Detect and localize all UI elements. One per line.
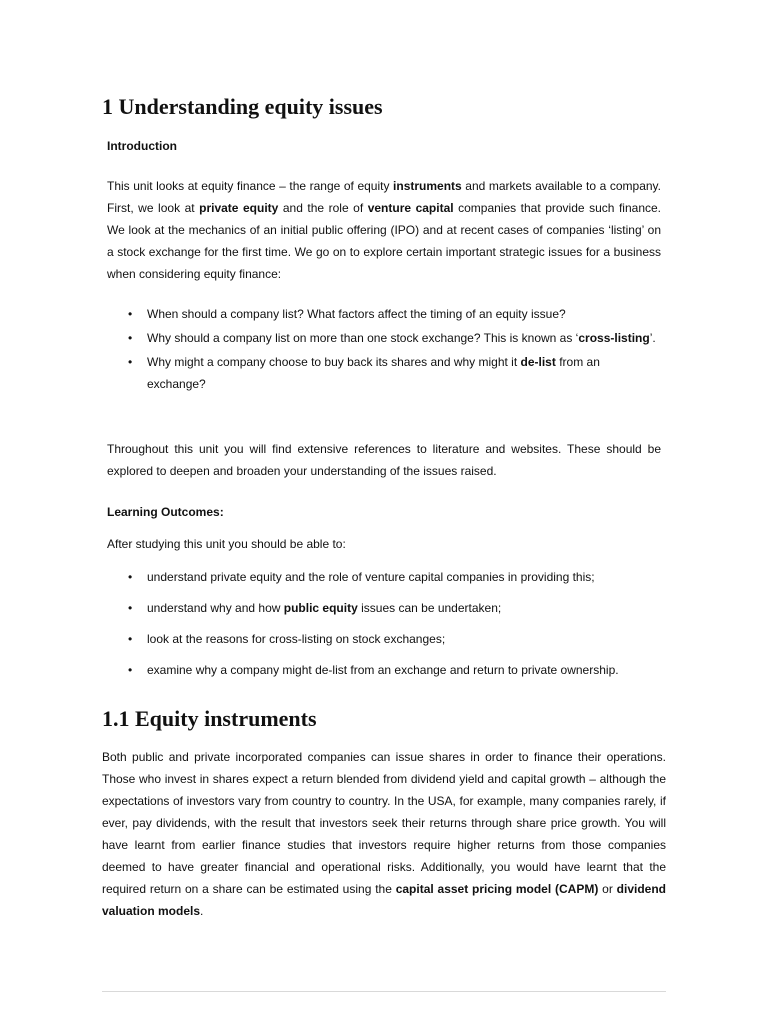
intro-paragraph-bold-term: private equity — [199, 201, 279, 215]
bullet-icon: • — [128, 570, 133, 584]
outcomes-list — [107, 566, 657, 690]
bullet-icon: • — [128, 307, 133, 321]
list-item — [107, 327, 657, 349]
section-paragraph: Both public and private incorporated companies can issue shares in order to finance their operations. Those who invest in shares expect a return blended from dividend yield and capital growth – although the expectations of investors vary from country to country. In the USA, for example, many companies rarely, if ever, pay dividends, with the result that investors seek their returns through share price growth. You will have learnt from earlier finance studies that investors require higher returns from those companies deemed to have greater financial and operational risks. Additionally, you would have learnt that the required return on a share can be estimated using the capital asset pricing model (CAPM) or dividend valuation models. — [102, 750, 666, 918]
bullet-icon: • — [128, 663, 133, 677]
list-item-bold-term: cross-listing — [578, 331, 650, 345]
intro-paragraph-bold-term: venture capital — [367, 201, 454, 215]
list-item — [107, 351, 657, 395]
learning-outcomes-heading: Learning Outcomes: — [107, 505, 224, 519]
intro-paragraph-bold-term: instruments — [393, 179, 462, 193]
list-item-text: look at the reasons for cross-listing on stock exchanges; — [147, 632, 446, 646]
bullet-icon: • — [128, 355, 133, 369]
list-item — [107, 566, 657, 588]
questions-list — [107, 303, 657, 397]
list-item-text: When should a company list? What factors affect the timing of an equity issue? — [147, 307, 566, 321]
intro-paragraph: This unit looks at equity finance – the range of equity instruments and markets available to a company. First, we look at private equity and the role of venture capital companies that provide such finance. We look at the mechanics of an initial public offering (IPO) and at recent cases of companies ‘listing’ on a stock exchange for the first time. We go on to explore certain important strategic issues for a business when considering equity finance: — [107, 179, 662, 281]
list-item-bold-term: de-list — [520, 355, 556, 369]
bullet-icon: • — [128, 331, 133, 345]
outcomes-intro: After studying this unit you should be able to: — [107, 537, 346, 551]
section-title: 1.1 Equity instruments — [102, 706, 317, 731]
section-paragraph-bold-term: dividend valuation models — [102, 882, 666, 918]
footer-divider — [102, 991, 666, 992]
list-item-text: Why should a company list on more than one stock exchange? This is known as ‘cross-listing’. — [147, 331, 656, 345]
list-item-bold-term: public equity — [283, 601, 358, 615]
page-title: 1 Understanding equity issues — [102, 94, 383, 119]
section-paragraph-bold-term: capital asset pricing model (CAPM) — [395, 882, 599, 896]
bullet-icon: • — [128, 601, 133, 615]
introduction-heading: Introduction — [107, 139, 177, 153]
list-item-text: Why might a company choose to buy back its shares and why might it de-list from an exchange? — [147, 355, 600, 391]
list-item — [107, 628, 657, 650]
list-item — [107, 597, 657, 619]
throughout-paragraph: Throughout this unit you will find extensive references to literature and websites. These should be explored to deepen and broaden your understanding of the issues raised. — [107, 442, 661, 478]
list-item-text: examine why a company might de-list from an exchange and return to private ownership. — [147, 663, 619, 677]
list-item-text: understand why and how public equity issues can be undertaken; — [147, 601, 502, 615]
list-item-text: understand private equity and the role of venture capital companies in providing this; — [147, 570, 595, 584]
bullet-icon: • — [128, 632, 133, 646]
list-item — [107, 659, 657, 681]
list-item — [107, 303, 657, 325]
